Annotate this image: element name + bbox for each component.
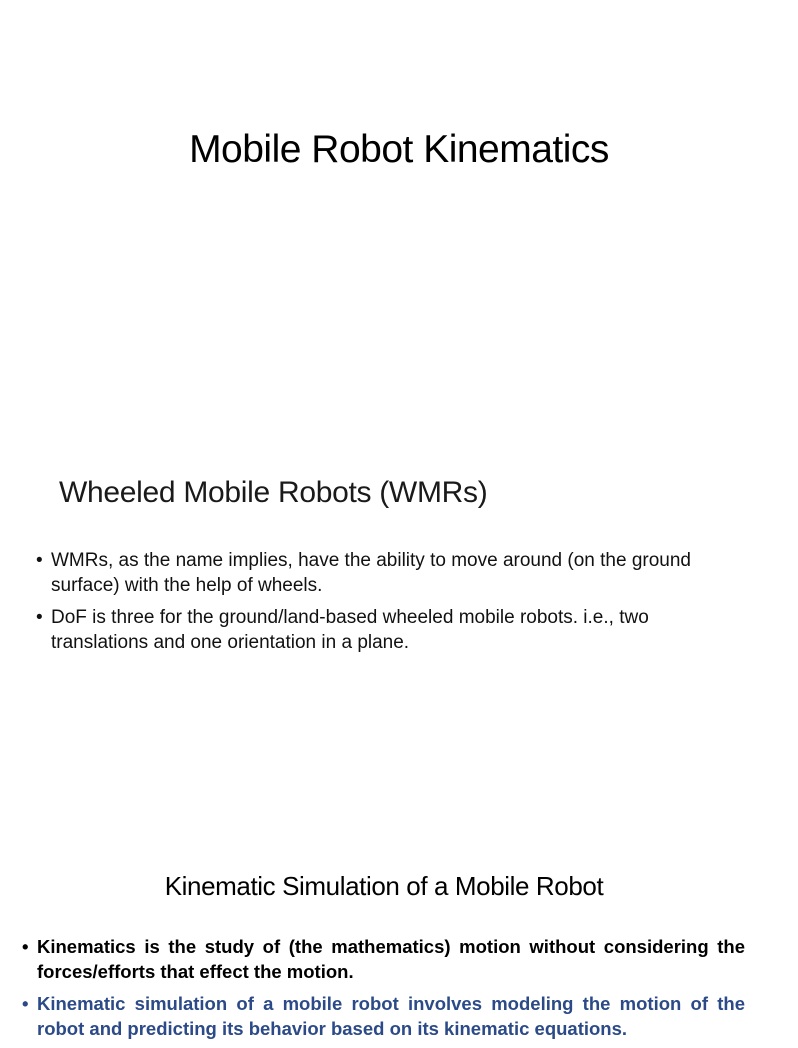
slide-wmrs-heading: Wheeled Mobile Robots (WMRs) <box>59 476 488 509</box>
bullet-item-highlighted: • Kinematic simulation of a mobile robot involves modeling the motion of the robot and predicting its behavior based on its kinematic equations. <box>22 991 745 1041</box>
slide-wmrs-bullet-list <box>36 548 736 662</box>
slide-kinematic-simulation <box>0 864 768 1039</box>
slide-wmrs <box>0 432 768 864</box>
slide-title <box>0 0 768 432</box>
slide-title-heading: Mobile Robot Kinematics <box>189 128 609 171</box>
bullet-item: • DoF is three for the ground/land-based wheeled mobile robots. i.e., two translations and one orientation in a plane. <box>36 605 736 655</box>
slide-kinematic-simulation-heading: Kinematic Simulation of a Mobile Robot <box>164 871 604 901</box>
slide-kinematic-simulation-bullet-list <box>22 934 745 1048</box>
bullet-item: • WMRs, as the name implies, have the ability to move around (on the ground surface) with the help of wheels. <box>36 548 736 598</box>
bullet-item: • Kinematics is the study of (the mathematics) motion without considering the forces/efforts that effect the motion. <box>22 934 745 984</box>
